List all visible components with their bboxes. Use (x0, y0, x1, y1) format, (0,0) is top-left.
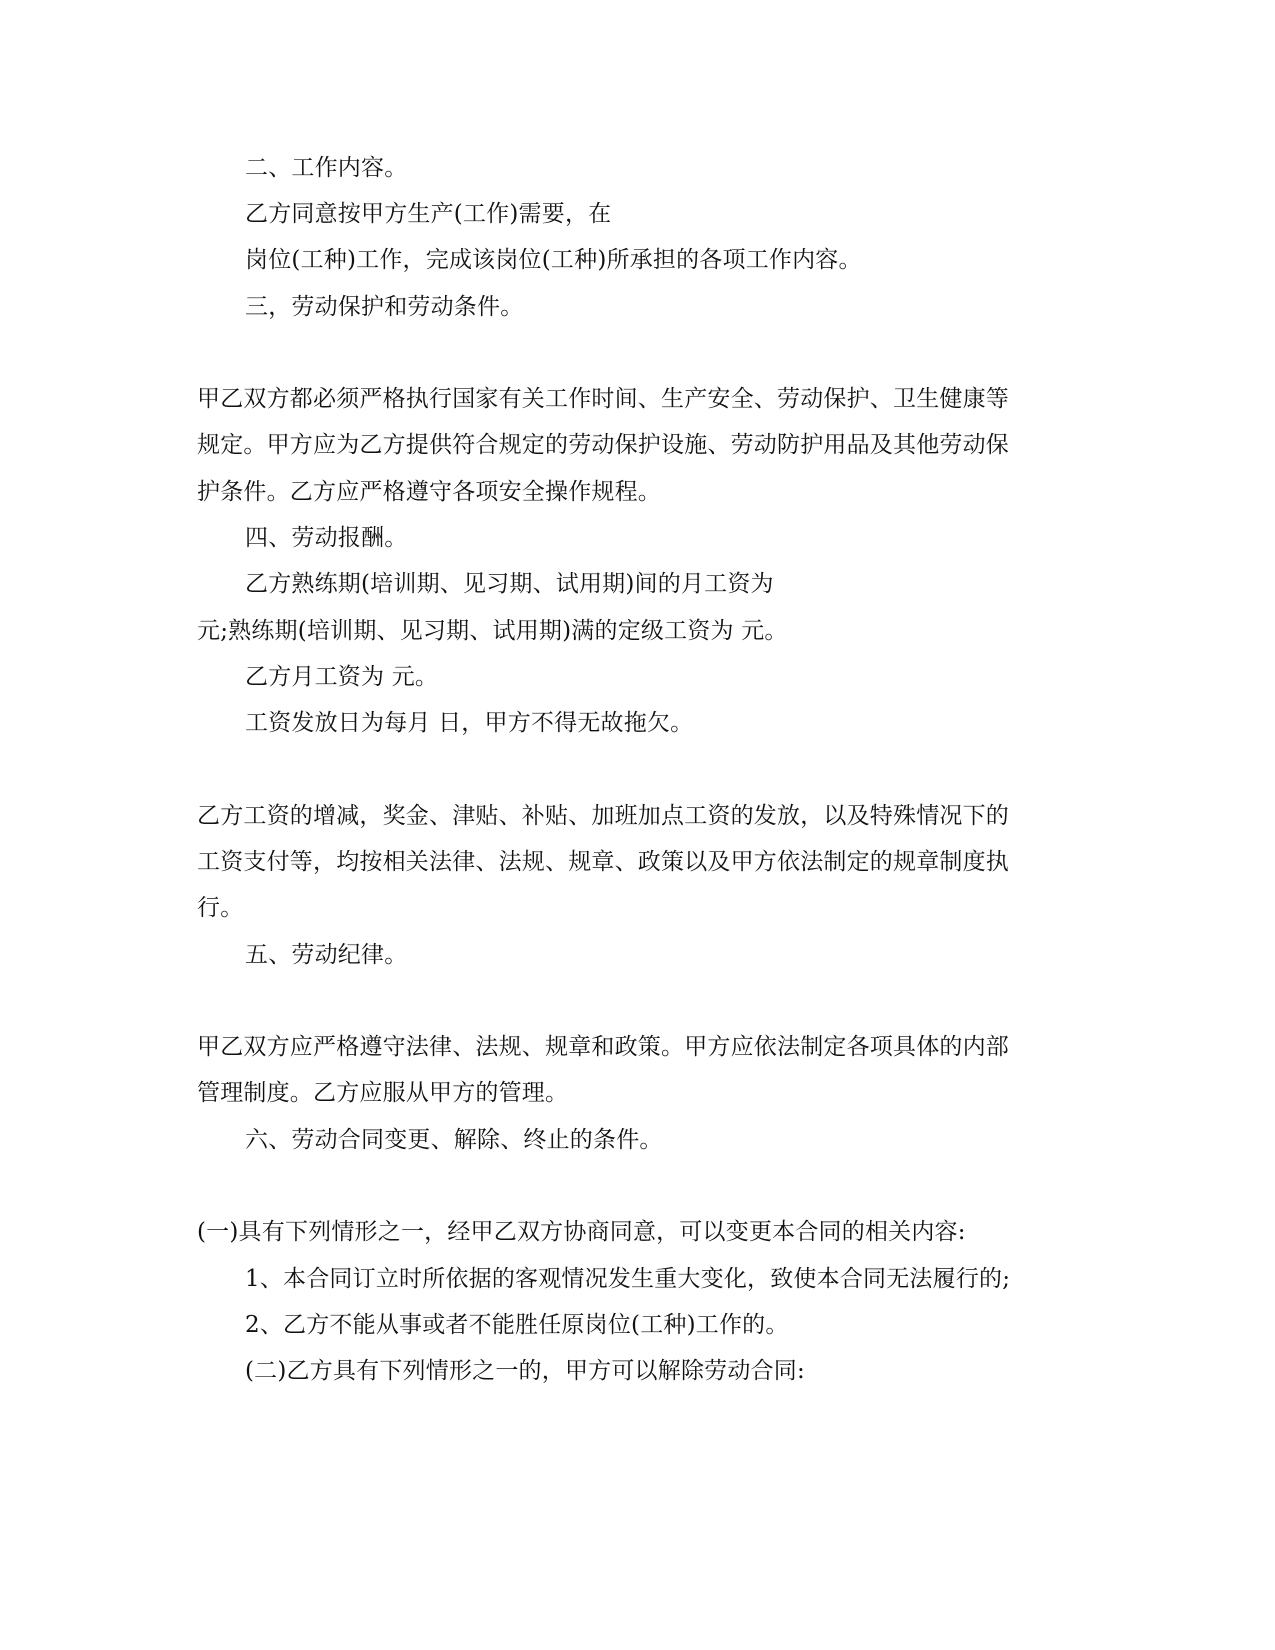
paragraph-line: (二)乙方具有下列情形之一的，甲方可以解除劳动合同: (245, 1358, 805, 1384)
paragraph-line: 乙方月工资为 元。 (245, 664, 439, 690)
paragraph-line: 乙方工资的增减，奖金、津贴、补贴、加班加点工资的发放，以及特殊情况下的 (197, 803, 1009, 829)
paragraph-line: 行。 (197, 895, 244, 921)
paragraph-line: 岗位(工种)工作，完成该岗位(工种)所承担的各项工作内容。 (245, 247, 862, 273)
list-item: 2、乙方不能从事或者不能胜任原岗位(工种)工作的。 (245, 1312, 789, 1338)
section-heading-contract-changes: 六、劳动合同变更、解除、终止的条件。 (245, 1127, 663, 1153)
paragraph-line: 元;熟练期(培训期、见习期、试用期)满的定级工资为 元。 (197, 618, 788, 644)
section-heading-labor-protection: 三，劳动保护和劳动条件。 (245, 294, 524, 320)
paragraph-line: 乙方熟练期(培训期、见习期、试用期)间的月工资为 (245, 571, 774, 597)
section-heading-remuneration: 四、劳动报酬。 (245, 525, 408, 551)
paragraph-line: 工资支付等，均按相关法律、法规、规章、政策以及甲方依法制定的规章制度执 (197, 849, 1009, 875)
section-heading-discipline: 五、劳动纪律。 (245, 942, 408, 968)
list-item: 1、本合同订立时所依据的客观情况发生重大变化，致使本合同无法履行的; (245, 1266, 1011, 1292)
paragraph-line: 甲乙双方都必须严格执行国家有关工作时间、生产安全、劳动保护、卫生健康等 (197, 386, 1009, 412)
section-heading-work-content: 二、工作内容。 (245, 155, 408, 181)
paragraph-line: 工资发放日为每月 日，甲方不得无故拖欠。 (245, 710, 694, 736)
paragraph-line: (一)具有下列情形之一，经甲乙双方协商同意，可以变更本合同的相关内容: (197, 1219, 966, 1245)
paragraph-line: 乙方同意按甲方生产(工作)需要，在 (245, 201, 612, 227)
paragraph-line: 甲乙双方应严格遵守法律、法规、规章和政策。甲方应依法制定各项具体的内部 (197, 1034, 1009, 1060)
paragraph-line: 规定。甲方应为乙方提供符合规定的劳动保护设施、劳动防护用品及其他劳动保 (197, 432, 1009, 458)
paragraph-line: 管理制度。乙方应服从甲方的管理。 (197, 1080, 569, 1106)
paragraph-line: 护条件。乙方应严格遵守各项安全操作规程。 (197, 479, 661, 505)
